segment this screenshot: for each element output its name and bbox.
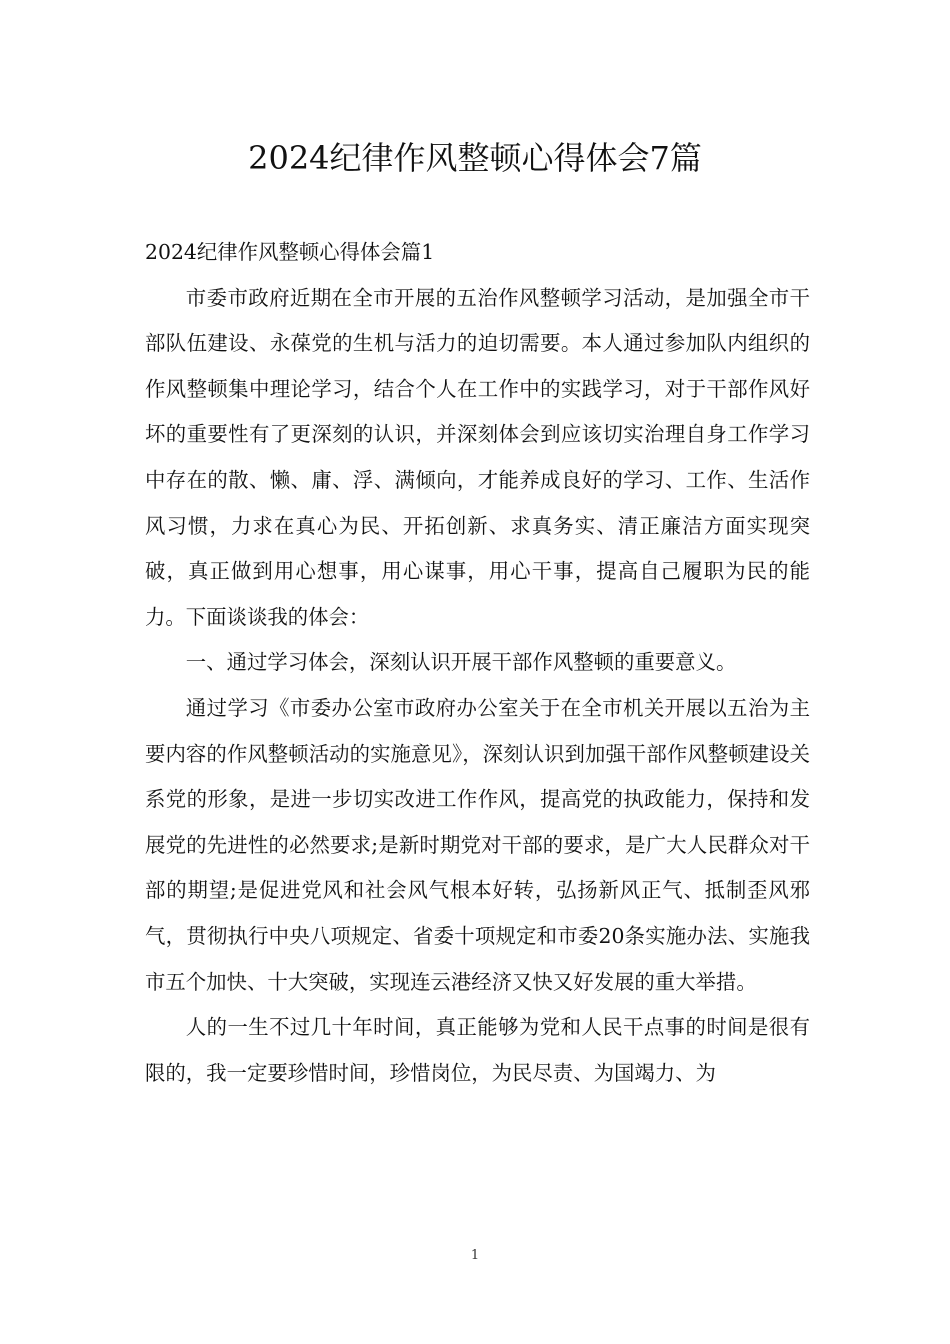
document-title: 2024纪律作风整顿心得体会7篇	[248, 139, 702, 177]
section-heading: 2024纪律作风整顿心得体会篇1	[145, 240, 435, 264]
page-number: 1	[470, 1248, 480, 1263]
document-body	[145, 230, 810, 1096]
paragraph-3: 通过学习《市委办公室市政府办公室关于在全市机关开展以五治为主要内容的作风整顿活动的实施意见》，深刻认识到加强干部作风整顿建设关系党的形象，是进一步切实改进工作作风，提高党的执政能力，保持和发展党的先进性的必然要求;是新时期党对干部的要求，是广大人民群众对干部的期望;是促进党风和社会风气根本好转，弘扬新风正气、抵制歪风邪气，贯彻执行中央八项规定、省委十项规定和市委20条实施办法、实施我市五个加快、十大突破，实现连云港经济又快又好发展的重大举措。	[145, 695, 810, 994]
paragraph-4: 人的一生不过几十年时间，真正能够为党和人民干点事的时间是很有限的，我一定要珍惜时间，珍惜岗位，为民尽责、为国竭力、为	[145, 1015, 810, 1085]
paragraph-1: 市委市政府近期在全市开展的五治作风整顿学习活动，是加强全市干部队伍建设、永葆党的生机与活力的迫切需要。本人通过参加队内组织的作风整顿集中理论学习，结合个人在工作中的实践学习，对于干部作风好坏的重要性有了更深刻的认识，并深刻体会到应该切实治理自身工作学习中存在的散、懒、庸、浮、满倾向，才能养成良好的学习、工作、生活作风习惯，力求在真心为民、开拓创新、求真务实、清正廉洁方面实现突破，真正做到用心想事，用心谋事，用心干事，提高自己履职为民的能力。下面谈谈我的体会：	[145, 285, 810, 629]
paragraph-2: 一、通过学习体会，深刻认识开展干部作风整顿的重要意义。	[185, 650, 737, 675]
